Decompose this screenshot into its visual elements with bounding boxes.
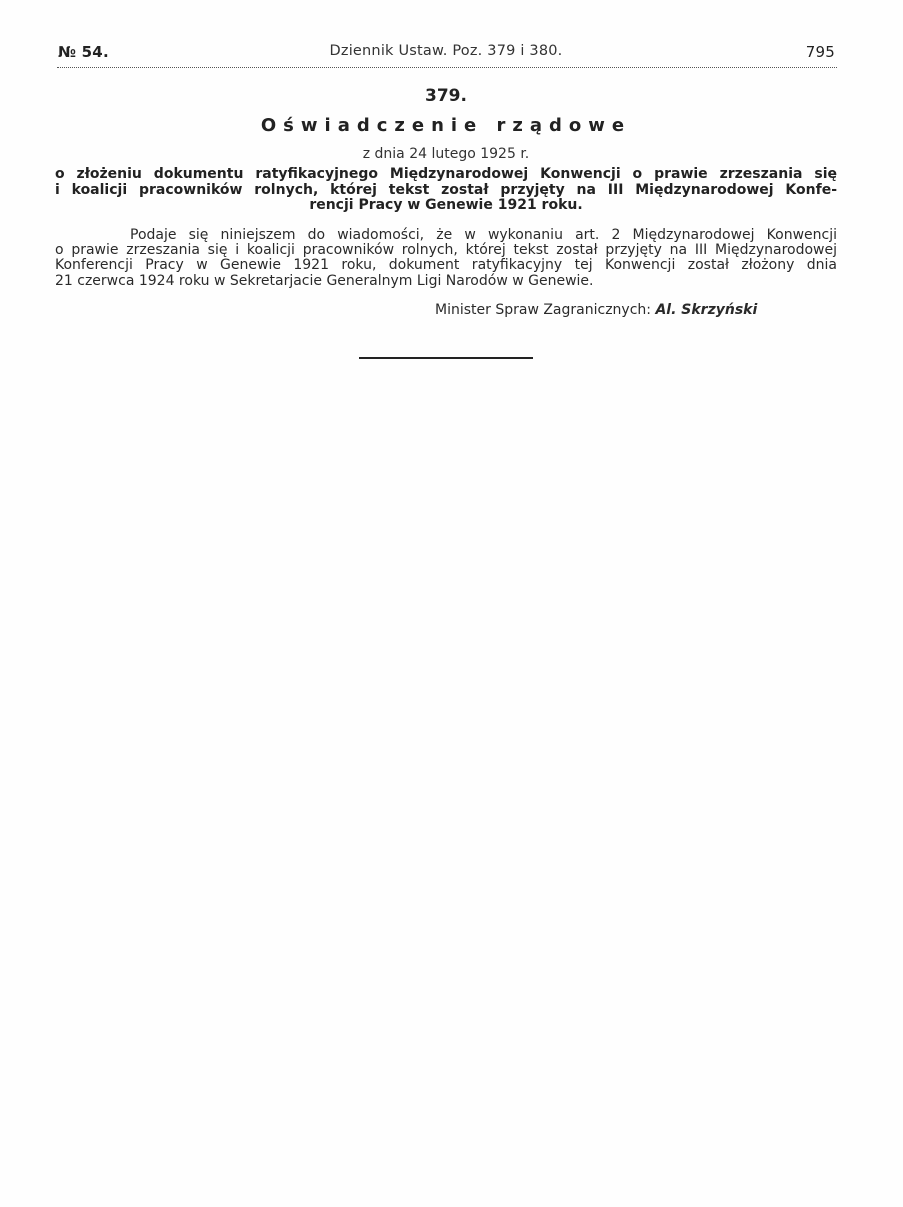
signatory-office: Minister Spraw Zagranicznych:: [435, 302, 651, 318]
running-head: [55, 43, 837, 63]
item-title: Oświadczenie rządowe: [260, 115, 632, 136]
body-line: o prawie zrzeszania się i koalicji pracowników rolnych, której tekst został przyjęty na III Międzynarodowej: [55, 242, 837, 259]
signatory-name: Al. Skrzyński: [655, 302, 758, 318]
subject-line: rencji Pracy w Genewie 1921 roku.: [309, 197, 583, 213]
item-date: z dnia 24 lutego 1925 r.: [362, 146, 530, 162]
body-line: Konferencji Pracy w Genewie 1921 roku, dokument ratyfikacyjny tej Konwencji został złożony dnia: [55, 257, 837, 274]
page-number: 795: [805, 43, 835, 61]
item-subject: [55, 167, 837, 214]
journal-title: Dziennik Ustaw. Poz. 379 i 380.: [329, 43, 563, 59]
item-number: 379.: [425, 86, 467, 106]
header-divider: [57, 67, 837, 68]
section-end-rule: [359, 357, 533, 359]
subject-line: o złożeniu dokumentu ratyfikacyjnego Międzynarodowej Konwencji o prawie zrzeszania się: [55, 166, 837, 182]
issue-number: № 54.: [58, 43, 109, 61]
item-body: [55, 228, 837, 289]
signature: [435, 302, 757, 318]
body-line: Podaje się niniejszem do wiadomości, że w wykonaniu art. 2 Międzynarodowej Konwencji: [130, 227, 837, 243]
subject-line: i koalicji pracowników rolnych, której tekst został przyjęty na III Międzynarodowej Konfe-: [55, 181, 837, 198]
body-line: 21 czerwca 1924 roku w Sekretarjacie Generalnym Ligi Narodów w Genewie.: [55, 272, 594, 289]
